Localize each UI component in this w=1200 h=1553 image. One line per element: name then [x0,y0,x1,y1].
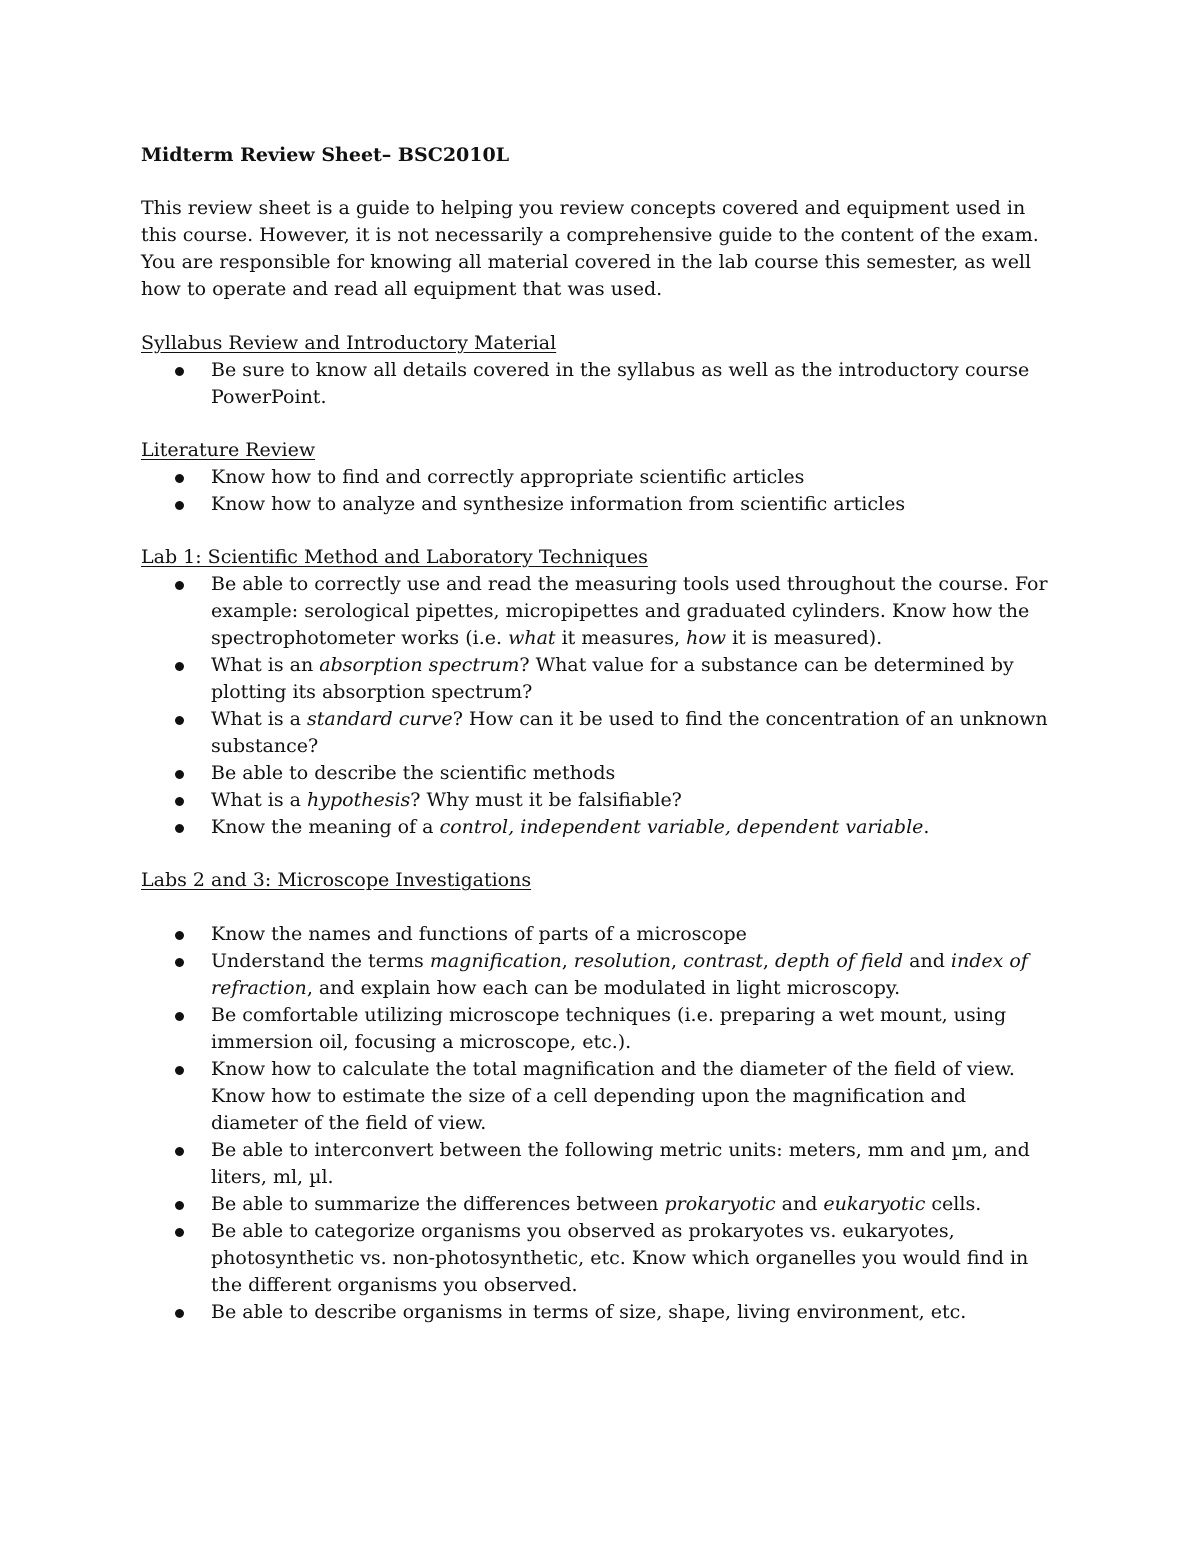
bullet-icon [175,581,184,590]
bullet-icon [175,958,184,967]
list-item [141,464,1051,491]
list-item [141,357,1051,411]
bullet-icon [175,716,184,725]
list-item-text: cells. [925,1193,982,1215]
list-item-text: , and explain how each can be modulated in light microscopy. [306,977,901,999]
bullet-icon [175,367,184,376]
section-heading-literature: Literature Review [141,439,316,461]
list-item-text: ? What value for a substance can be determined by plotting its absorption spectrum? [211,654,1014,703]
list-item-text: What is a [211,789,308,811]
bullet-icon [175,931,184,940]
list-item [141,652,1051,706]
list-item-text: Know how to calculate the total magnification and the diameter of the field of view. Know how to estimate the size of a cell depending upon the magnification and diameter of the field of view. [211,1058,1015,1134]
emphasis-text: what [508,627,556,649]
document-body [141,142,1051,1352]
list-item-text: . [923,816,930,838]
section-heading-syllabus: Syllabus Review and Introductory Material [141,332,557,354]
emphasis-text: depth of field [774,950,904,972]
emphasis-text: magnification [429,950,562,972]
emphasis-text: eukaryotic [823,1193,926,1215]
list-item-text: Be able to describe the scientific methods [211,762,616,784]
list-item [141,948,1051,1002]
section-lab1 [141,544,1051,841]
labs23-list [141,921,1051,1326]
intro-paragraph: This review sheet is a guide to helping you review concepts covered and equipment used in this course. However, it is not necessarily a comprehensive guide to the content of the exam. You are responsible for knowing all material covered in the lab course this semester, as well how to operate and read all equipment that was used. [141,197,1039,300]
list-item [141,1191,1051,1218]
list-item-text: Be able to correctly use and read the measuring tools used throughout the course. For example: serological pipettes, micropipettes and graduated cylinders. Know how the spectrophotometer works (i.e. [211,573,1048,649]
list-item [141,787,1051,814]
emphasis-text: hypothesis [307,789,411,811]
list-item [141,1002,1051,1056]
section-labs23 [141,867,1051,1326]
list-item-text: , [561,950,574,972]
emphasis-text: resolution [573,950,671,972]
list-item-text: What is a [211,708,308,730]
list-item-text: it is measured). [726,627,883,649]
list-item-text: ? Why must it be falsifiable? [410,789,682,811]
bullet-icon [175,824,184,833]
section-heading-labs23: Labs 2 and 3: Microscope Investigations [141,869,532,891]
list-item [141,814,1051,841]
bullet-icon [175,797,184,806]
emphasis-text: contrast [683,950,763,972]
list-item-text: Be comfortable utilizing microscope techniques (i.e. preparing a wet mount, using immersion oil, focusing a microscope, etc.). [211,1004,1007,1053]
bullet-icon [175,501,184,510]
list-item-text: Be able to describe organisms in terms of size, shape, living environment, etc. [211,1301,967,1323]
list-item-text: and [903,950,951,972]
bullet-icon [175,770,184,779]
emphasis-text: how [686,627,727,649]
bullet-icon [175,1309,184,1318]
list-item-text: it measures, [555,627,687,649]
list-item-text: Be able to categorize organisms you observed as prokaryotes vs. eukaryotes, photosynthetic vs. non-photosynthetic, etc. Know which organelles you would find in the different organisms you observed. [211,1220,1029,1296]
section-syllabus [141,330,1051,411]
syllabus-list [141,357,1051,411]
list-item-text: ? How can it be used to find the concentration of an unknown substance? [211,708,1048,757]
section-heading-lab1: Lab 1: Scientific Method and Laboratory Techniques [141,546,648,568]
list-item-text: Understand the terms [211,950,430,972]
document-title: Midterm Review Sheet– BSC2010L [141,144,510,166]
list-item-text: and [775,1193,824,1215]
list-item-text: Know the meaning of a [211,816,440,838]
bullet-icon [175,474,184,483]
list-item-text: Be sure to know all details covered in the syllabus as well as the introductory course PowerPoint. [211,359,1030,408]
bullet-icon [175,1012,184,1021]
bullet-icon [175,1228,184,1237]
bullet-icon [175,1201,184,1210]
list-item-text: Know how to analyze and synthesize information from scientific articles [211,493,906,515]
section-literature [141,437,1051,518]
list-item [141,571,1051,652]
lab1-list [141,571,1051,841]
bullet-icon [175,1147,184,1156]
list-item [141,921,1051,948]
bullet-icon [175,662,184,671]
list-item-text: Be able to interconvert between the following metric units: meters, mm and µm, and liters, ml, µl. [211,1139,1030,1188]
list-item-text: What is an [211,654,320,676]
emphasis-text: prokaryotic [664,1193,776,1215]
list-item [141,1056,1051,1137]
list-item-text: , [671,950,684,972]
list-item-text: , [762,950,775,972]
list-item-text: Know how to find and correctly appropriate scientific articles [211,466,805,488]
emphasis-text: standard curve [307,708,453,730]
list-item-text: Be able to summarize the differences between [211,1193,665,1215]
emphasis-text: index of refraction [211,950,1028,999]
emphasis-text: absorption spectrum [319,654,520,676]
list-item [141,1137,1051,1191]
list-item [141,706,1051,760]
bullet-icon [175,1066,184,1075]
list-item [141,1299,1051,1326]
literature-list [141,464,1051,518]
list-item [141,760,1051,787]
list-item [141,491,1051,518]
list-item [141,1218,1051,1299]
list-item-text: Know the names and functions of parts of a microscope [211,923,747,945]
emphasis-text: control, independent variable, dependent variable [439,816,924,838]
